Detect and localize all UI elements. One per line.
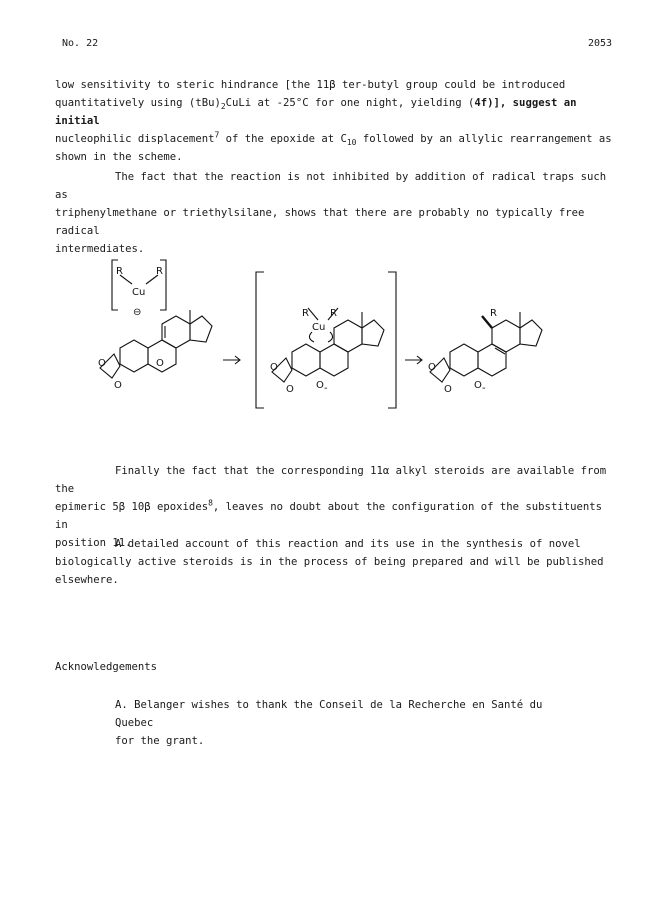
- p3-line-3: position 11.: [55, 537, 132, 549]
- product-alkoxide-oxygen: O: [474, 380, 482, 391]
- reference-8: 8: [208, 498, 213, 508]
- reagent-r-left: R: [116, 266, 123, 277]
- p4-line-2: biologically active steroids is in the process of being prepared and will be published: [55, 556, 604, 568]
- product-steroid: [430, 312, 542, 382]
- p1-line-1: low sensitivity to steric hindrance [the 11β ter-butyl group could be introduced: [55, 79, 566, 91]
- intermediate-alkoxide-oxygen: O: [316, 380, 324, 391]
- intermediate-r-right: R: [330, 308, 337, 319]
- paragraph-radical-traps: [55, 168, 615, 258]
- int-ketal-oxygen-2: O: [286, 384, 294, 395]
- prod-ketal-oxygen-1: O: [428, 362, 436, 373]
- reaction-arrow-2: [405, 356, 422, 364]
- p1-line-3: nucleophilic displacement$^7$ of the epoxide at $C_{10}$ followed by an allylic rearrangement as: [55, 130, 612, 148]
- p2-line-2: triphenylmethane or triethylsilane, shows that there are probably no typically free radical: [55, 207, 585, 237]
- intermediate-alkoxide-charge: -: [324, 383, 328, 394]
- reaction-scheme: [80, 250, 610, 420]
- p1-line-4: shown in the scheme.: [55, 151, 183, 163]
- p4-line-3: elsewhere.: [55, 574, 119, 586]
- p2-line-1: The fact that the reaction is not inhibited by addition of radical traps such as: [55, 171, 607, 201]
- reagent-copper: Cu: [132, 287, 146, 298]
- p3-line-1: Finally the fact that the corresponding 11α alkyl steroids are available from the: [55, 465, 607, 495]
- page-number: 2053: [588, 38, 613, 49]
- reagent-negative-charge: ⊖: [133, 307, 142, 318]
- paragraph-steric-hindrance: [55, 76, 615, 166]
- prod-ketal-oxygen-2: O: [444, 384, 452, 395]
- ack-line-1: A. Belanger wishes to thank the Conseil de la Recherche en Santé du Quebec: [115, 699, 543, 729]
- journal-issue-number: No. 22: [62, 38, 99, 49]
- ack-line-2: for the grant.: [115, 735, 205, 747]
- acknowledgements-heading: Acknowledgements: [55, 661, 158, 673]
- paragraph-detailed-account: [55, 535, 615, 589]
- int-ketal-oxygen-1: O: [270, 362, 278, 373]
- sm-ketal-oxygen-1: O: [98, 358, 106, 369]
- p4-line-1: A detailed account of this reaction and its use in the synthesis of novel: [115, 538, 581, 550]
- intermediate-steroid: [272, 308, 384, 382]
- p3-line-2: epimeric 5β 10β epoxides$^8$, leaves no doubt about the configuration of the substituents in: [55, 498, 602, 531]
- p2-line-3: intermediates.: [55, 243, 145, 255]
- compound-4f-label: 4f: [474, 97, 488, 109]
- intermediate-r-left: R: [302, 308, 309, 319]
- acknowledgements-text: [115, 696, 585, 750]
- epoxide-oxygen: O: [156, 358, 164, 369]
- intermediate-copper: Cu: [312, 322, 326, 333]
- reference-7: 7: [214, 130, 220, 140]
- product-r-group: R: [490, 308, 497, 319]
- p1-line-2: quantitatively using $(tBu)_2CuLi$ at -25°C for one night, yielding (4f)], suggest an initial: [55, 97, 577, 127]
- product-alkoxide-charge: -: [482, 383, 486, 394]
- reagent-r-right: R: [156, 266, 163, 277]
- reaction-arrow-1: [223, 356, 240, 364]
- sm-ketal-oxygen-2: O: [114, 380, 122, 391]
